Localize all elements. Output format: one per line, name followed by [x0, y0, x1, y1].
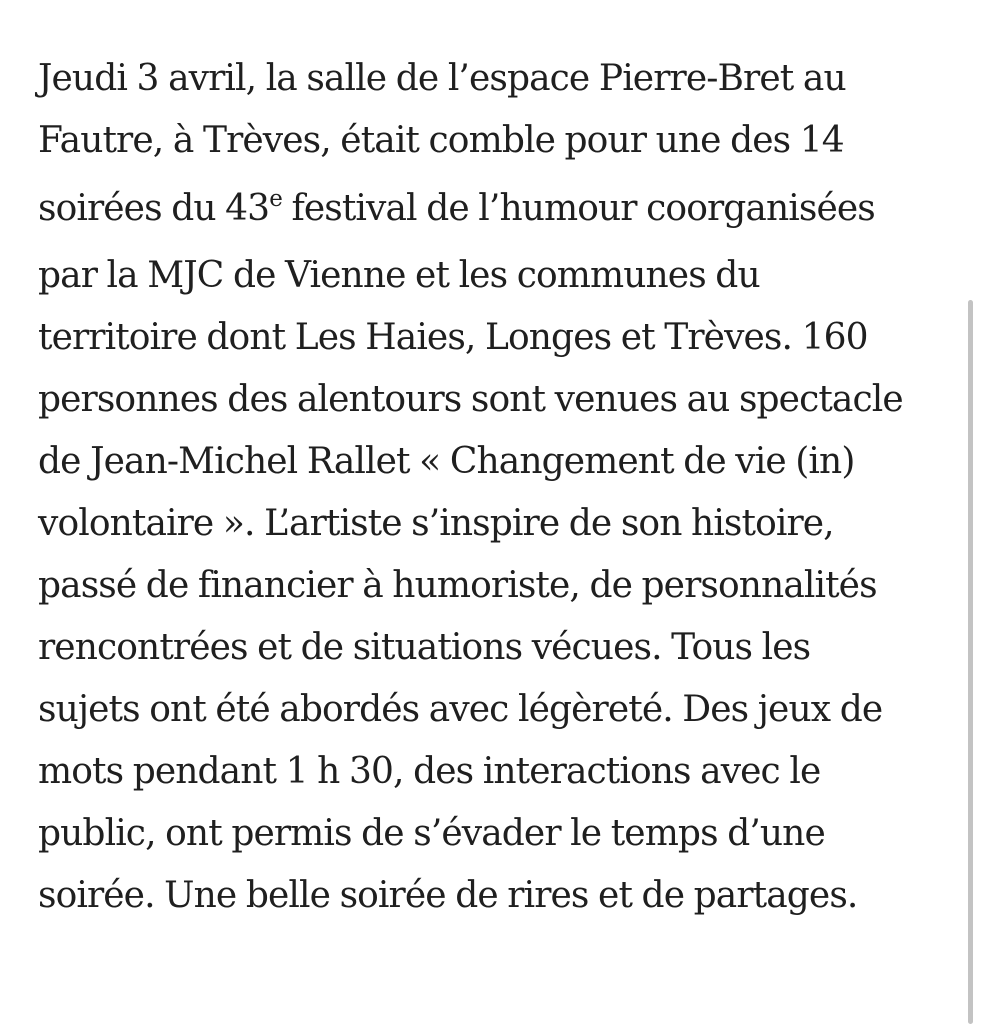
article-line: de Jean-Michel Rallet « Changement de vie (in): [38, 441, 855, 482]
article-line-text: soirées du 43: [38, 188, 270, 229]
article-line: soirée. Une belle soirée de rires et de partages.: [38, 875, 858, 916]
article-line: [38, 172, 938, 245]
article-line: Jeudi 3 avril, la salle de l’espace Pierre-Bret au: [38, 58, 846, 99]
article-line: personnes des alentours sont venues au spectacle: [38, 379, 903, 420]
article-line: sujets ont été abordés avec légèreté. Des jeux de: [38, 689, 883, 730]
article-line-text: festival de l’humour coorganisées: [281, 188, 875, 229]
scrollbar-thumb[interactable]: [968, 300, 973, 1024]
article-line: public, ont permis de s’évader le temps d’une: [38, 813, 825, 854]
vertical-scrollbar[interactable]: [968, 300, 974, 1024]
article-line: mots pendant 1 h 30, des interactions avec le: [38, 751, 821, 792]
article-line: Fautre, à Trèves, était comble pour une des 14: [38, 120, 844, 161]
article-line: rencontrées et de situations vécues. Tous les: [38, 627, 811, 668]
article-line: passé de financier à humoriste, de personnalités: [38, 565, 877, 606]
ordinal-superscript: e: [269, 186, 282, 212]
article-line: territoire dont Les Haies, Longes et Trèves. 160: [38, 317, 868, 358]
article-line: par la MJC de Vienne et les communes du: [38, 255, 760, 296]
article-paragraph: [38, 48, 938, 927]
article-line: volontaire ». L’artiste s’inspire de son histoire,: [38, 503, 834, 544]
